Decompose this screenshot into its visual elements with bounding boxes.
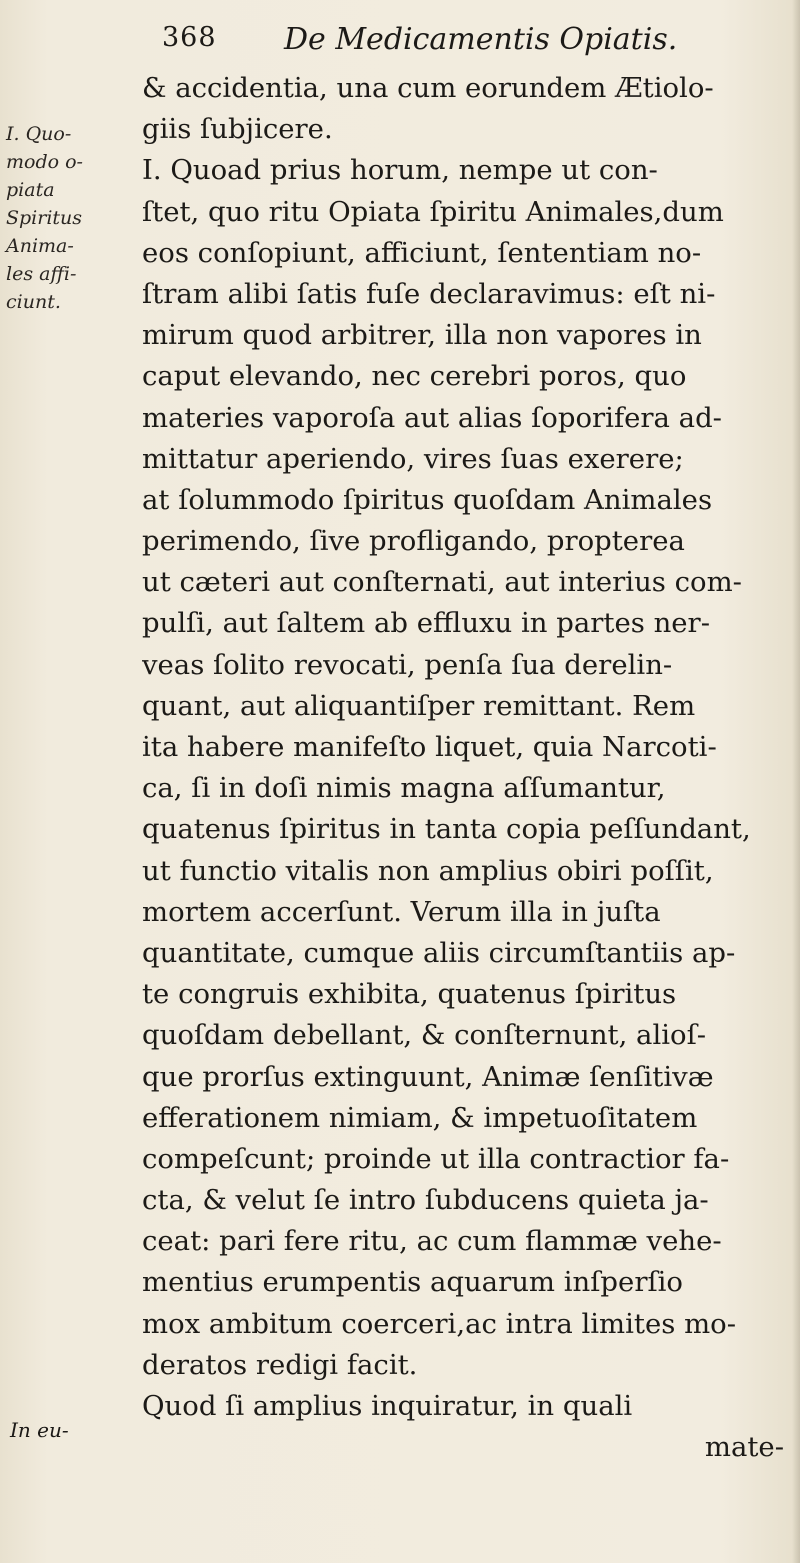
marginal-note-line: modo o- xyxy=(6,151,83,173)
text-line: at ſolummodo ſpiritus quoſdam Animales xyxy=(142,483,713,516)
marginal-note-line: ciunt. xyxy=(6,291,61,313)
text-line: deratos redigi facit. xyxy=(142,1348,418,1381)
text-line: mortem accerſunt. Verum illa in juſta xyxy=(142,895,661,928)
text-line: ſtet, quo ritu Opiata ſpiritu Animales,dum xyxy=(142,195,724,228)
marginal-note-line: I. Quo- xyxy=(6,123,72,145)
marginal-note-bottom: In eu- xyxy=(10,1418,69,1442)
page-number: 368 xyxy=(162,22,217,53)
text-line: ut functio vitalis non amplius obiri poſſit, xyxy=(142,854,714,887)
text-line: ut cæteri aut conſternati, aut interius com- xyxy=(142,566,742,599)
marginal-note-line: Anima- xyxy=(6,235,74,257)
marginal-note-line: piata xyxy=(6,179,55,201)
marginal-note xyxy=(6,120,86,316)
text-line: cta, & velut ſe intro ſubducens quieta ja- xyxy=(142,1184,709,1217)
text-line: mittatur aperiendo, vires ſuas exerere; xyxy=(142,442,684,475)
text-line: quoſdam debellant, & conſternunt, alioſ- xyxy=(142,1019,707,1052)
page-header xyxy=(162,22,722,62)
text-line: mirum quod arbitrer, illa non vapores in xyxy=(142,319,702,352)
text-line: mentius erumpentis aquarum inſperſio xyxy=(142,1266,683,1299)
text-line: perimendo, ſive profligando, propterea xyxy=(142,525,685,558)
text-line: te congruis exhibita, quatenus ſpiritus xyxy=(142,978,677,1011)
text-line: quantitate, cumque aliis circumſtantiis ap- xyxy=(142,936,736,969)
marginal-note-line: Spiritus xyxy=(6,207,83,229)
catchword: mate- xyxy=(704,1431,784,1464)
text-line: caput elevando, nec cerebri poros, quo xyxy=(142,360,687,393)
body-text xyxy=(142,68,800,1468)
running-head: De Medicamentis Opiatis. xyxy=(284,22,678,57)
text-line: materies vaporoſa aut alias ſoporifera ad- xyxy=(142,401,722,434)
text-line: giis ſubjicere. xyxy=(142,113,333,146)
text-line: mox ambitum coerceri,ac intra limites mo- xyxy=(142,1307,737,1340)
text-line: pulſi, aut ſaltem ab effluxu in partes ner- xyxy=(142,607,710,640)
text-line: Quod ſi amplius inquiratur, in quali xyxy=(142,1390,633,1422)
page-edge-shadow xyxy=(792,0,800,1563)
text-line: veas ſolito revocati, penſa ſua derelin- xyxy=(142,648,673,681)
text-line: I. Quoad prius horum, nempe ut con- xyxy=(142,154,658,187)
text-line: efferationem nimiam, & impetuoſitatem xyxy=(142,1101,698,1134)
text-line: que prorſus extinguunt, Animæ ſenſitivæ xyxy=(142,1060,714,1093)
text-line: eos conſopiunt, afficiunt, ſententiam no- xyxy=(142,236,702,269)
text-line: & accidentia, una cum eorundem Ætiolo- xyxy=(142,72,714,104)
marginal-note-line: les affi- xyxy=(6,263,77,285)
text-line: ceat: pari fere ritu, ac cum flammæ vehe- xyxy=(142,1225,722,1258)
text-line: ita habere manifeſto liquet, quia Narcoti- xyxy=(142,731,717,763)
text-line: quatenus ſpiritus in tanta copia peſſundant, xyxy=(142,813,751,846)
text-line: ſtram alibi ſatis fuſe declaravimus: eſt ni- xyxy=(142,277,716,310)
text-line: compeſcunt; proinde ut illa contractior fa- xyxy=(142,1142,730,1175)
text-line: quant, aut aliquantiſper remittant. Rem xyxy=(142,689,696,722)
text-line: ca, ſi in doſi nimis magna aſſumantur, xyxy=(142,772,666,805)
